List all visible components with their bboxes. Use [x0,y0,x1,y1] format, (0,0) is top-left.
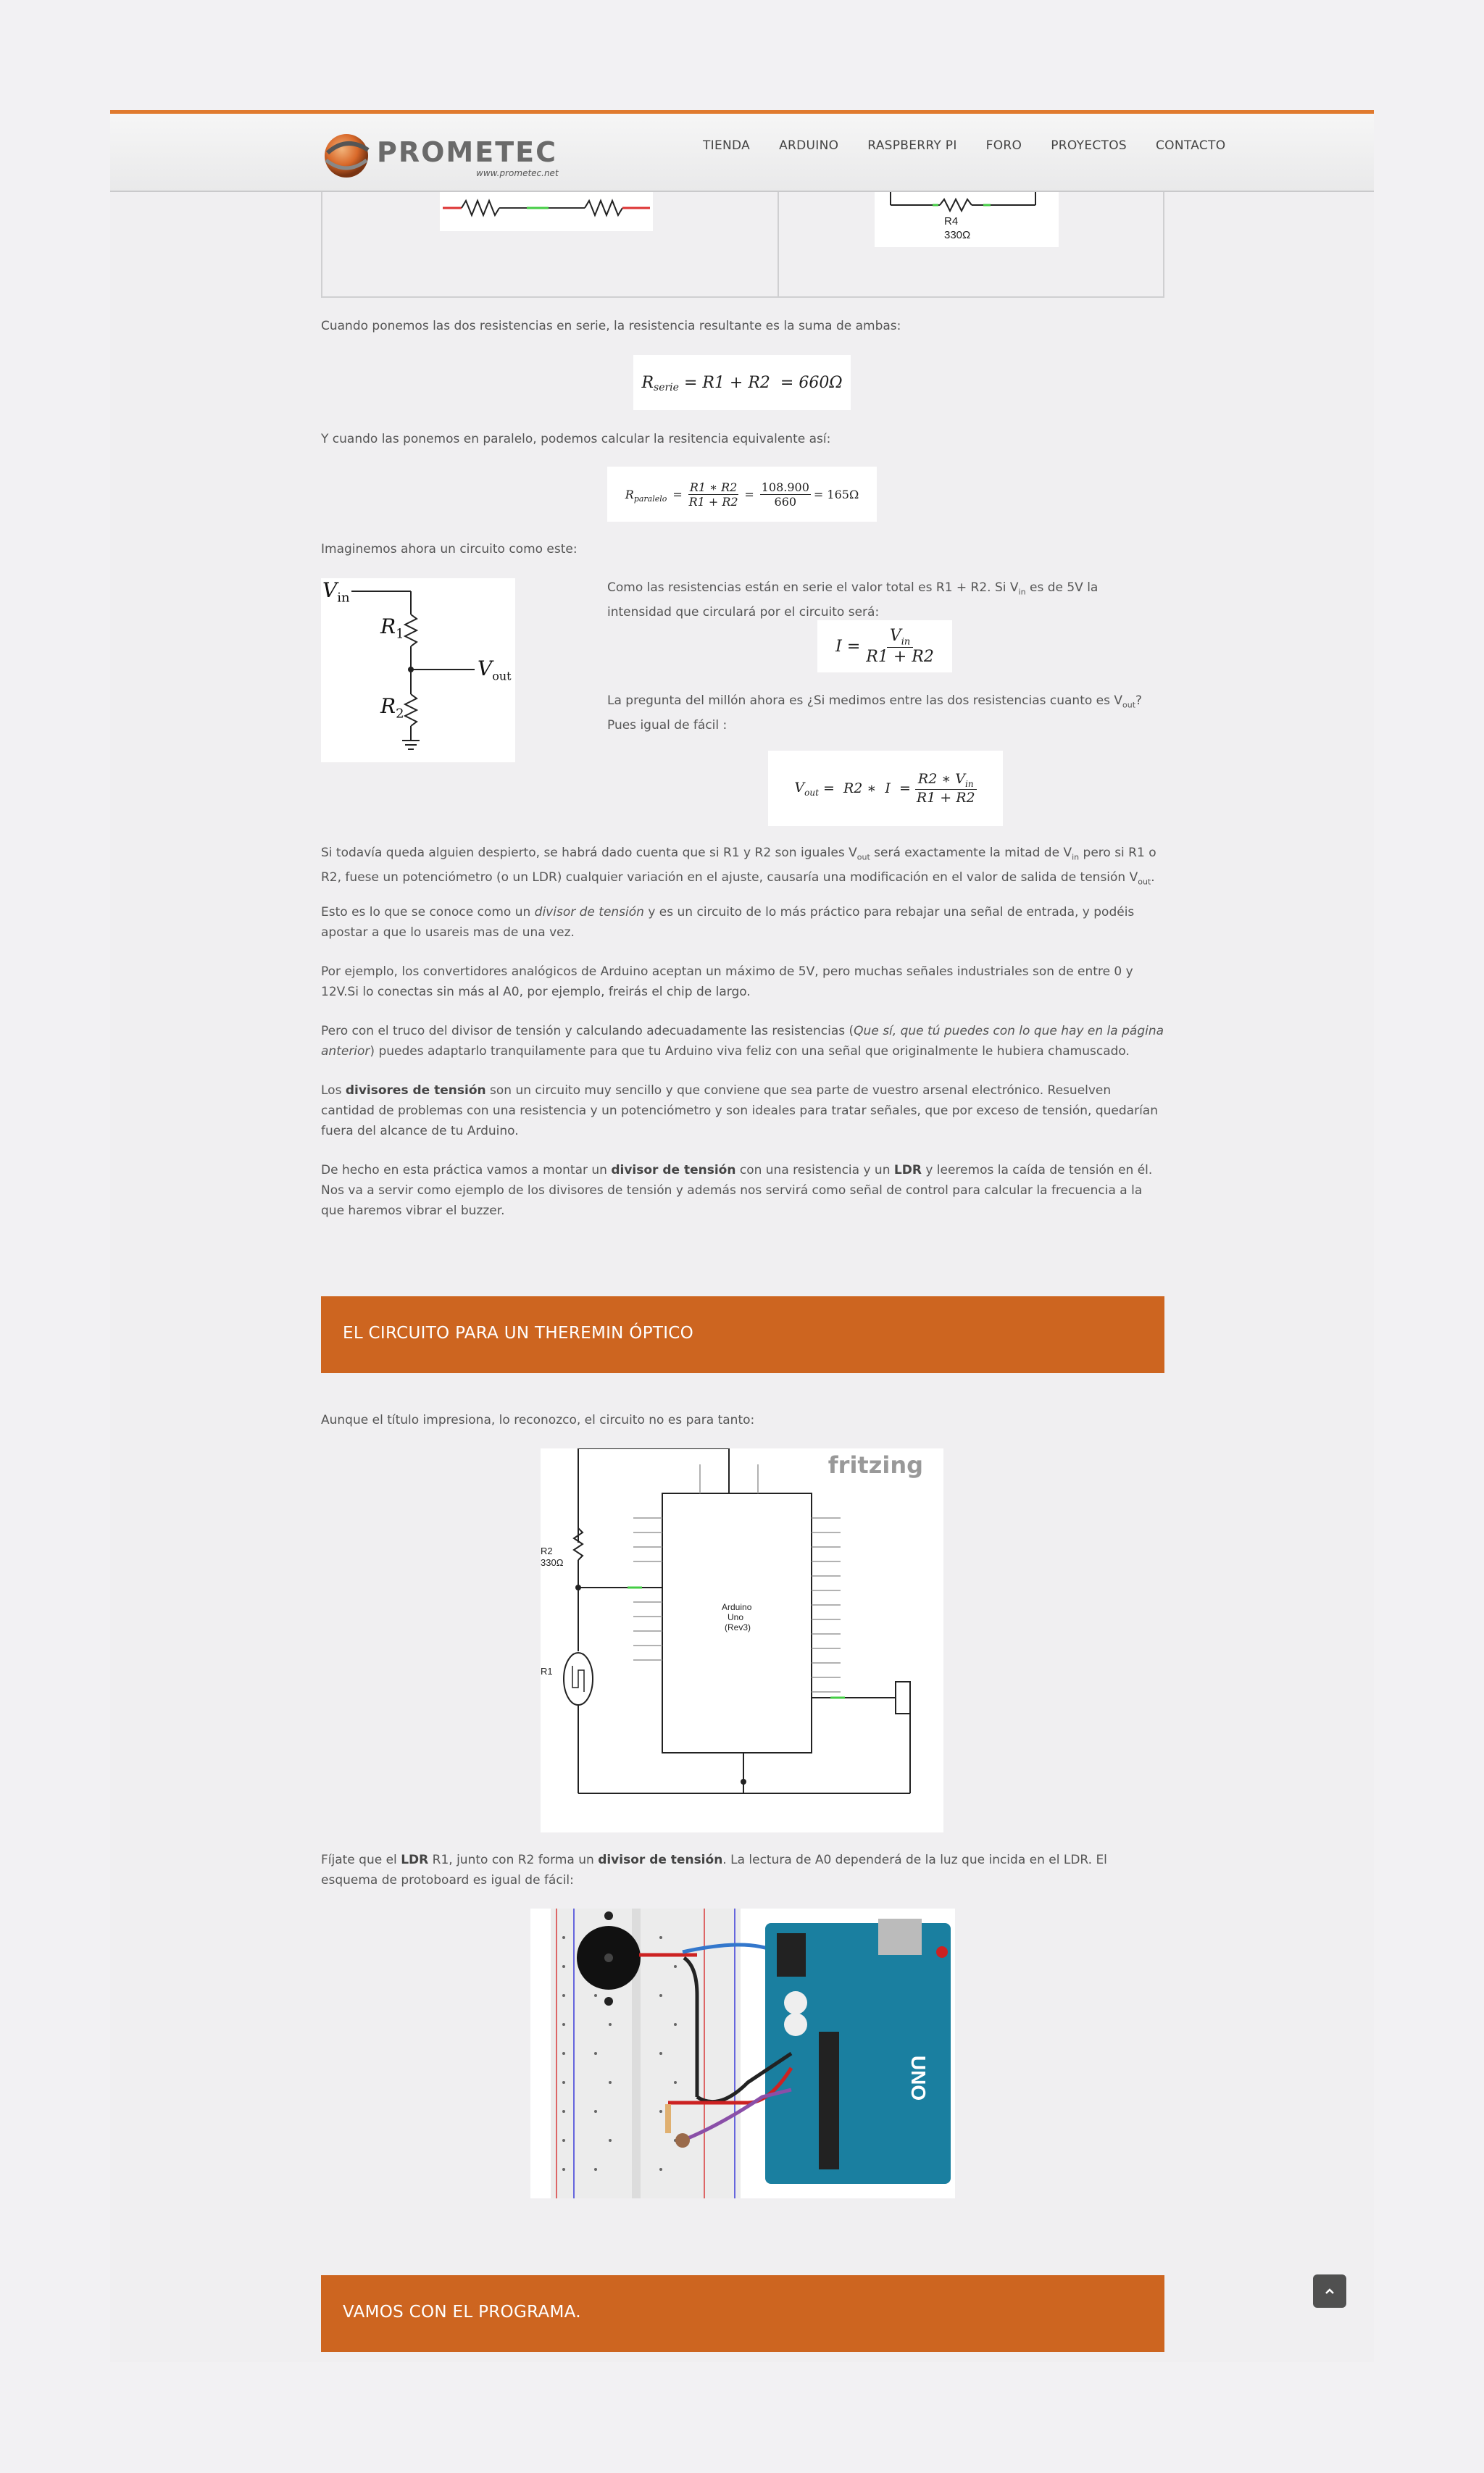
para-divisor: Esto es lo que se conoce como un divisor de tensión y es un circuito de lo más práctico para rebajar una señal de entrada, y podéis apostar a que lo usareis mas de una vez. [321,905,1135,940]
site-header [110,114,1374,192]
circuit-r2-label: $R_2$ [380,694,404,722]
arduino-uno-label: UNO [907,2055,930,2101]
para-paralelo: Y cuando las ponemos en paralelo, podemos calcular la resitencia equivalente así: [321,432,831,446]
breadboard-image [530,1909,955,2198]
formula-intensidad: I = $V_{in}$ R1 + R2 [817,620,952,672]
para-fijate: Fíjate que el LDR R1, junto con R2 forma un divisor de tensión. La lectura de A0 dependerá de la luz que incida en el LDR. El esquema de protoboard es igual de fácil: [321,1853,1107,1888]
schematic-board-label: Arduino [722,1602,752,1612]
para-divisores: Los divisores de tensión son un circuito muy sencillo y que conviene que sea parte de vuestro arsenal electrónico. Resuelven cantidad de problemas con una resistencia y un potenciómetro y son ideales para tratar señales, que por exceso de tensión, quedarían fuera del alcance de tu Arduino. [321,1083,1158,1138]
circuit-vout-label: $V_{out}$ [478,656,512,683]
para-imaginemos: Imaginemos ahora un circuito como este: [321,542,578,556]
scroll-to-top-button[interactable] [1313,2274,1346,2308]
nav-tienda[interactable]: TIENDA [703,138,751,153]
nav-proyectos[interactable]: PROYECTOS [1051,138,1127,153]
nav-foro[interactable]: FORO [985,138,1022,153]
circuit-r1-label: $R_1$ [380,614,404,642]
nav-raspberry-pi[interactable]: RASPBERRY PI [867,138,957,153]
para-pregunta: La pregunta del millón ahora es ¿Si medimos entre las dos resistencias cuanto es $V_{out}$? Pues igual de fácil : [607,693,1143,733]
formula-serie: R $_{serie}$ = R1 + R2 = 660Ω [633,355,851,410]
circuit-vin-label: $V_{in}$ [322,578,350,606]
fritzing-watermark: fritzing [828,1451,923,1479]
schematic-board-label-2: Uno [728,1612,744,1622]
para-serie: Cuando ponemos las dos resistencias en serie, la resistencia resultante es la suma de ambas: [321,319,901,333]
schematic-board-label-3: (Rev3) [725,1622,751,1632]
formula-paralelo: R $_{paralelo}$ = $\frac{R1 ∗ R2}{R1 + R2}$ = $\frac{108.900}{660}$ = 165Ω [607,467,877,522]
nav-arduino[interactable]: ARDUINO [779,138,839,153]
para-titulo: Aunque el título impresiona, lo reconozco, el circuito no es para tanto: [321,1413,755,1427]
series-resistors-image [440,191,653,231]
voltage-divider-image [321,578,515,762]
parallel-resistor-image [875,191,1059,247]
r4-value: 330Ω [944,229,971,241]
main-nav [703,137,1254,154]
para-practica: De hecho en esta práctica vamos a montar un divisor de tensión con una resistencia y un LDR y leeremos la caída de tensión en él. Nos va a servir como ejemplo de los divisores de tensión y además nos servirá como señal de control para calcular la frecuencia a la que haremos vibrar el buzzer. [321,1163,1153,1218]
section-banner-programa: VAMOS CON EL PROGRAMA. [321,2275,1164,2352]
chevron-up-icon [1324,2287,1335,2295]
section-banner-circuito: EL CIRCUITO PARA UN THEREMIN ÓPTICO [321,1296,1164,1373]
para-despierto: Si todavía queda alguien despierto, se habrá dado cuenta que si R1 y R2 son iguales $V_{out}$ será exactamente la mitad de $V_{in}$ pero si R1 o R2, fuese un potenciómetro (o un LDR) cualquier variación en el ajuste, causaría una modificación en el valor de salida de tensión $V_{out}$. [321,846,1156,887]
para-truco: Pero con el truco del divisor de tensión y calculando adecuadamente las resistencias (Que sí, que tú puedes con lo que hay en la página anterior) puedes adaptarlo tranquilamente para que tu Arduino viva feliz con una señal que originalmente le hubiera chamuscado. [321,1024,1164,1059]
r4-label: R4 [944,215,959,228]
formula-vout: $V_{out}$ = R2 ∗ I = R2 ∗ $V_{in}$ R1 + R2 [768,751,1003,826]
schematic-r2-label: R2 [541,1546,553,1556]
table-divider [778,191,779,296]
logo-url: www.prometec.net [476,168,559,178]
logo-text: PROMETEC [377,136,557,168]
prometec-logo[interactable] [320,128,603,179]
nav-contacto[interactable]: CONTACTO [1156,138,1226,153]
schematic-r1-label: R1 [541,1666,553,1677]
schematic-r2-value: 330Ω [541,1557,564,1568]
para-convertidores: Por ejemplo, los convertidores analógicos de Arduino aceptan un máximo de 5V, pero muchas señales industriales son de entre 0 y 12V.Si lo conectas sin más al A0, por ejemplo, freirás el chip de largo. [321,964,1133,999]
theremin-schematic-image [541,1448,943,1832]
para-intensidad: Como las resistencias están en serie el valor total es R1 + R2. Si $V_{in}$ es de 5V la intensidad que circulará por el circuito será: [607,580,1099,620]
